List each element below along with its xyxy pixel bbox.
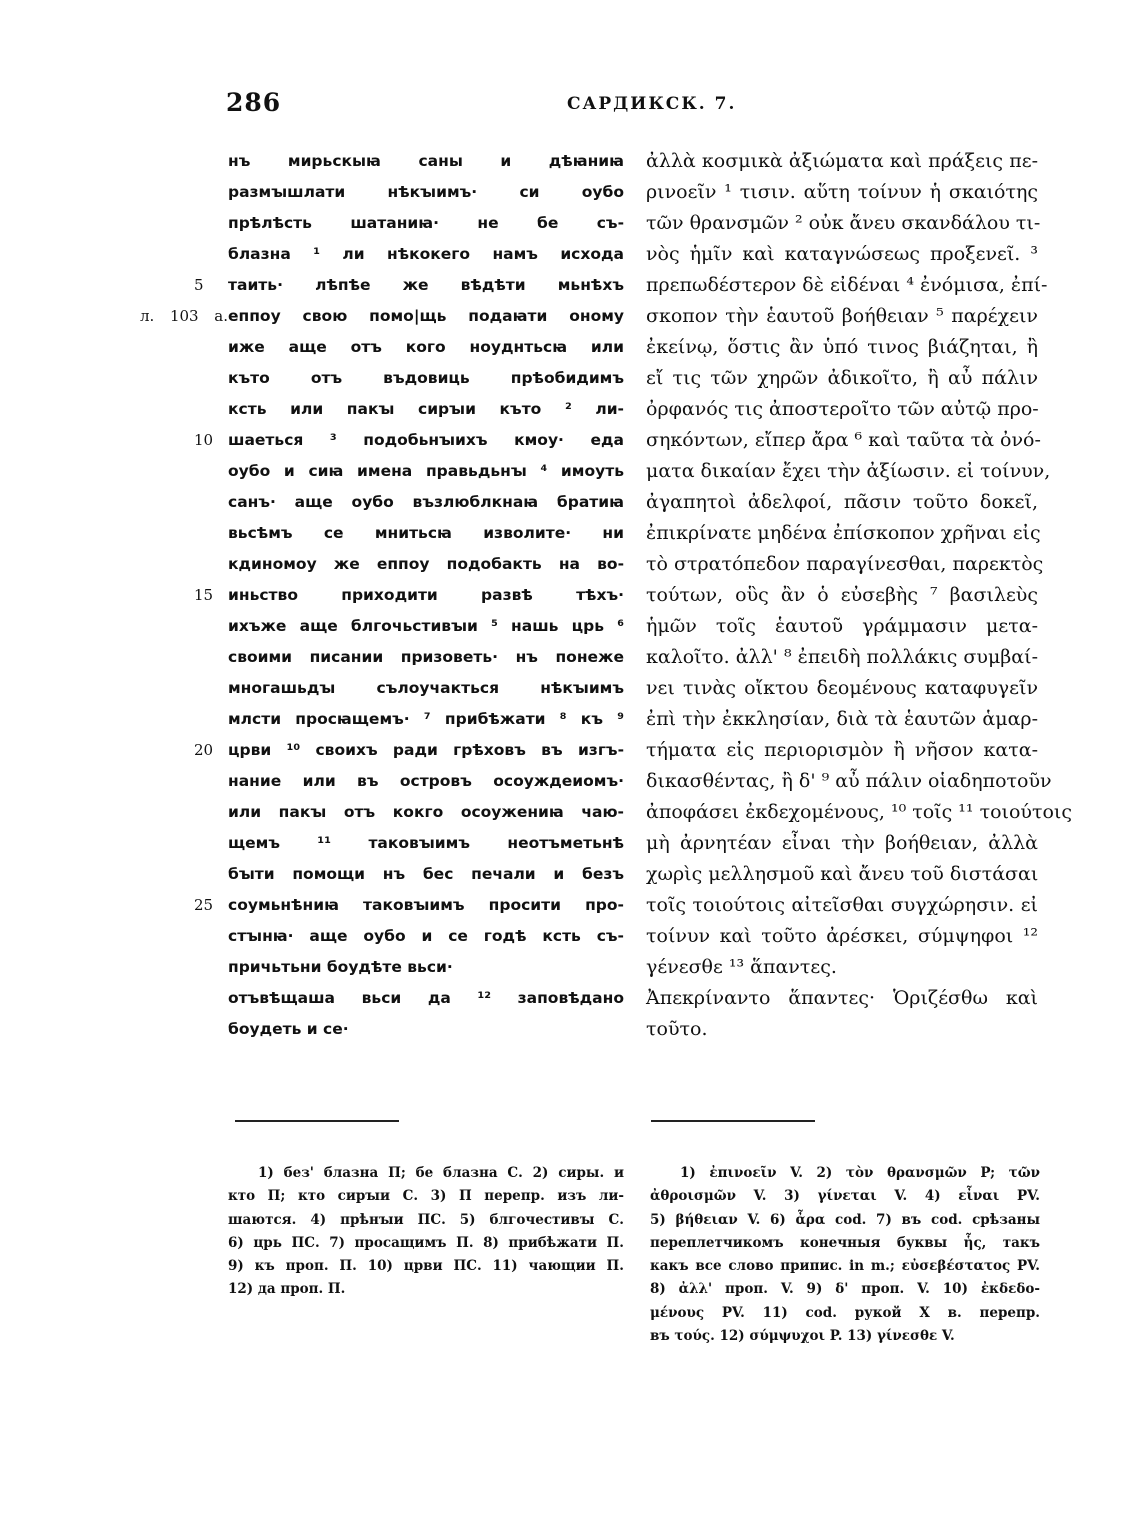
slavonic-line-text: прѣлѣсть шатаниꙗ· не бе съ- — [228, 214, 624, 232]
slavonic-line-text: боудеть и се· — [228, 1020, 349, 1038]
running-head: САРДИКСК. 7. — [567, 94, 737, 114]
footnote-line: 1) ἐπινοεῖν V. 2) τὸν θρανσμῶν P; τῶν — [680, 1165, 1040, 1181]
slavonic-line — [228, 611, 624, 642]
slavonic-line — [228, 952, 624, 983]
slavonic-line — [228, 859, 624, 890]
slavonic-line-text: млсти просꙗщемъ· ⁷ прибѣжати ⁸ къ ⁹ — [228, 710, 624, 728]
slavonic-line — [194, 425, 624, 456]
slavonic-line — [228, 146, 624, 177]
footnotes-slavonic — [228, 1162, 624, 1302]
slavonic-line-text: многашьдꙑ сълоучакться нѣкꙑимъ — [228, 679, 624, 697]
footnote-separator-left — [235, 1120, 399, 1122]
slavonic-line-text: блазна ¹ ли нѣкокего намъ исхода — [228, 245, 624, 263]
slavonic-text-column — [140, 146, 624, 1045]
greek-line: τούτων, οὓς ἂν ὁ εὐσεβὴς ⁷ βασιλεὺς — [646, 584, 1038, 606]
slavonic-line — [140, 301, 624, 332]
footnote-line: ἀθροισμῶν V. 3) γίνεται V. 4) εἶναι PV. — [650, 1188, 1040, 1205]
greek-text-column — [646, 146, 1073, 1045]
slavonic-line-text: соумьнѣниꙗ таковꙑимъ просити про- — [228, 896, 624, 914]
greek-line: καλοῖτο. ἀλλ' ⁸ ἐπειδὴ πολλάκις συμβαί- — [646, 646, 1038, 668]
slavonic-line-text: еппоу свою помо|щь подаꙗти оному — [228, 307, 624, 325]
greek-line: ρινοεῖν ¹ τισιν. αὕτη τοίνυν ἡ σκαιότης — [646, 181, 1038, 203]
slavonic-line — [228, 828, 624, 859]
slavonic-line-text: кдиномоу же еппоу подобакть на во- — [228, 555, 624, 573]
greek-line: ὀρφανός τις ἀποστεροῖτο τῶν αὐτῷ προ- — [646, 398, 1039, 420]
slavonic-line — [228, 1014, 624, 1045]
greek-line: τοίνυν καὶ τοῦτο ἀρέσκει, σύμψηφοι ¹² — [646, 925, 1038, 947]
slavonic-line — [228, 921, 624, 952]
slavonic-line-text: ихъже аще блгочьстивꙑи ⁵ нашь црь ⁶ — [228, 617, 624, 635]
line-number: 5 — [194, 276, 204, 294]
slavonic-line-text: стꙑнꙗ· аще оубо и се годѣ ксть съ- — [228, 927, 624, 945]
greek-line: ἡμῶν τοῖς ἑαυτοῦ γράμμασιν μετα- — [646, 615, 1038, 637]
slavonic-line — [228, 518, 624, 549]
footnote-line: 9) къ проп. П. 10) црви ПС. 11) чающии П. — [228, 1258, 624, 1275]
slavonic-line — [194, 270, 624, 301]
greek-line: ἐκείνῳ, ὅστις ἂν ὑπό τινος βιάζηται, ἢ — [646, 336, 1038, 358]
greek-line: σκοπον τὴν ἑαυτοῦ βοήθειαν ⁵ παρέχειν — [646, 305, 1038, 327]
line-number: 10 — [194, 431, 214, 449]
manuscript-folio-ref: л. 103 а. — [140, 307, 228, 325]
slavonic-line-text: щемъ ¹¹ таковꙑимъ неотъметьнѣ — [228, 834, 624, 852]
slavonic-line — [228, 363, 624, 394]
footnote-line: въ τούς. 12) σύμψυχοι P. 13) γίνεσθε V. — [650, 1328, 955, 1345]
slavonic-line — [228, 766, 624, 797]
slavonic-line — [228, 797, 624, 828]
greek-line: εἴ τις τῶν χηρῶν ἀδικοῖτο, ἢ αὖ πάλιν — [646, 367, 1038, 389]
greek-line: ἐπικρίνατε μηδένα ἐπίσκοπον χρῆναι εἰς — [646, 522, 1041, 544]
footnote-line: переплетчикомъ конечныя буквы ἧς, такъ — [650, 1234, 1040, 1251]
slavonic-line — [228, 332, 624, 363]
greek-line: Ἀπεκρίναντο ἅπαντες· Ὁριζέσθω καὶ — [646, 987, 1038, 1009]
footnote-line: 6) црь ПС. 7) просащимъ П. 8) прибѣжати П. — [228, 1234, 624, 1251]
slavonic-line — [228, 177, 624, 208]
slavonic-line — [194, 890, 624, 921]
footnote-line: какъ все слово припис. in m.; εὐσεβέστατος PV. — [650, 1258, 1040, 1275]
slavonic-line-text: иже аще отъ кого ноуднтьсꙗ или — [228, 338, 624, 356]
footnote-line: 5) βήθειαν V. 6) ἆρα cod. 7) въ cod. срѣзаны — [650, 1211, 1040, 1228]
footnotes-greek — [650, 1162, 1040, 1348]
footnote-line: кто П; кто сирꙑи С. 3) П перепр. изъ ли- — [228, 1188, 624, 1205]
greek-line: πρεπωδέστερον δὲ εἰδέναι ⁴ ἐνόμισα, ἐπί- — [646, 274, 1048, 296]
slavonic-line-text: бꙑти помощи нъ бес печали и безъ — [228, 865, 624, 883]
line-number: 25 — [194, 896, 214, 914]
greek-line: τοῖς τοιούτοις αἰτεῖσθαι συγχώρησιν. εἰ — [646, 894, 1038, 916]
slavonic-line-text: црви ¹⁰ своихъ ради грѣховъ въ изгъ- — [228, 741, 624, 759]
slavonic-line-text: размꙑшлати нѣкꙑимъ· си оубо — [228, 183, 624, 201]
page-number: 286 — [226, 88, 282, 117]
slavonic-line — [228, 704, 624, 735]
slavonic-line — [228, 642, 624, 673]
slavonic-line-text: своими писании призоветь· нъ понеже — [228, 648, 624, 666]
footnote-separator-right — [651, 1120, 815, 1122]
slavonic-line-text: ксть или пакꙑ сирꙑи къто ² ли- — [228, 400, 624, 418]
greek-line: γένεσθε ¹³ ἅπαντες. — [646, 956, 837, 978]
slavonic-line — [228, 208, 624, 239]
slavonic-line — [194, 580, 624, 611]
greek-line: τῶν θρανσμῶν ² οὐκ ἄνευ σκανδάλου τι- — [646, 212, 1041, 234]
line-number: 15 — [194, 586, 214, 604]
slavonic-line-text: иньство приходити развѣ тѣхъ· — [228, 586, 624, 604]
greek-line: σηκόντων, εἴπερ ἄρα ⁶ καὶ ταῦτα τὰ ὀνό- — [646, 429, 1041, 451]
footnote-line: 8) ἀλλ' проп. V. 9) δ' проп. V. 10) ἐκδεδο- — [650, 1281, 1040, 1298]
slavonic-line — [228, 673, 624, 704]
slavonic-line — [228, 487, 624, 518]
slavonic-line-text: отъвѣщаша вьси да ¹² заповѣдано — [228, 989, 624, 1007]
slavonic-line-text: къто отъ въдовиць прѣобидимъ — [228, 369, 624, 387]
footnote-line: 12) да проп. П. — [228, 1281, 346, 1298]
slavonic-line-text: санъ· аще оубо възлюблкнаꙗ братиꙗ — [228, 493, 624, 511]
slavonic-line-text: нъ мирьскыꙗ саны и дѣꙗниꙗ — [228, 152, 624, 170]
footnote-line: 1) без' блазна П; бе блазна С. 2) сиры. и — [258, 1165, 624, 1181]
footnote-line: μένους PV. 11) cod. рукой X в. перепр. — [650, 1304, 1040, 1321]
greek-line: ματα δικαίαν ἔχει τὴν ἀξίωσιν. εἰ τοίνυν, — [646, 460, 1051, 482]
greek-line: δικασθέντας, ἢ δ' ⁹ αὖ πάλιν οἱαδηποτοῦν — [646, 770, 1052, 792]
greek-line: τοῦτο. — [646, 1018, 708, 1040]
greek-line: νὸς ἡμῖν καὶ καταγνώσεως προξενεῖ. ³ — [646, 243, 1038, 265]
slavonic-line — [228, 983, 624, 1014]
greek-line: ἀλλὰ κοσμικὰ ἀξιώματα καὶ πράξεις πε- — [646, 150, 1038, 172]
slavonic-line-text: или пакꙑ отъ кокго осоужениꙗ чаю- — [228, 803, 624, 821]
line-number: 20 — [194, 741, 214, 759]
slavonic-line — [194, 735, 624, 766]
greek-line: ἐπὶ τὴν ἐκκλησίαν, διὰ τὰ ἑαυτῶν ἁμαρ- — [646, 708, 1038, 730]
greek-line: ἀγαπητοὶ ἀδελφοί, πᾶσιν τοῦτο δοκεῖ, — [646, 491, 1038, 513]
greek-line: τήματα εἰς περιορισμὸν ἢ νῆσον κατα- — [646, 739, 1038, 761]
greek-line: ἀποφάσει ἐκδεχομένους, ¹⁰ τοῖς ¹¹ τοιούτοις — [646, 801, 1073, 823]
greek-line: χωρὶς μελλησμοῦ καὶ ἄνευ τοῦ διστάσαι — [646, 863, 1039, 885]
slavonic-line — [228, 456, 624, 487]
slavonic-line-text: таить· лѣпѣе же вѣдѣти мьнѣхъ — [228, 276, 624, 294]
slavonic-line — [228, 394, 624, 425]
slavonic-line — [228, 549, 624, 580]
greek-line: μὴ ἀρνητέαν εἶναι τὴν βοήθειαν, ἀλλὰ — [646, 832, 1038, 854]
greek-line: τὸ στρατόπεδον παραγίνεσθαι, παρεκτὸς — [646, 553, 1044, 575]
footnote-line: шаются. 4) прѣнꙑи ПС. 5) блгочестивꙑ С. — [228, 1211, 624, 1228]
slavonic-line-text: нание или въ островъ осоуждеиомъ· — [228, 772, 624, 790]
slavonic-line — [228, 239, 624, 270]
slavonic-line-text: вьсѣмъ се мнитьсꙗ изволите· ни — [228, 524, 624, 542]
slavonic-line-text: причьтьни боудѣте вьси· — [228, 958, 453, 976]
slavonic-line-text: оубо и сиꙗ имена правьдьнꙑ ⁴ имоуть — [228, 462, 624, 480]
slavonic-line-text: шаеться ³ подобьнꙑихъ кмоу· еда — [228, 431, 624, 449]
greek-line: νει τινὰς οἴκτου δεομένους καταφυγεῖν — [646, 677, 1038, 699]
